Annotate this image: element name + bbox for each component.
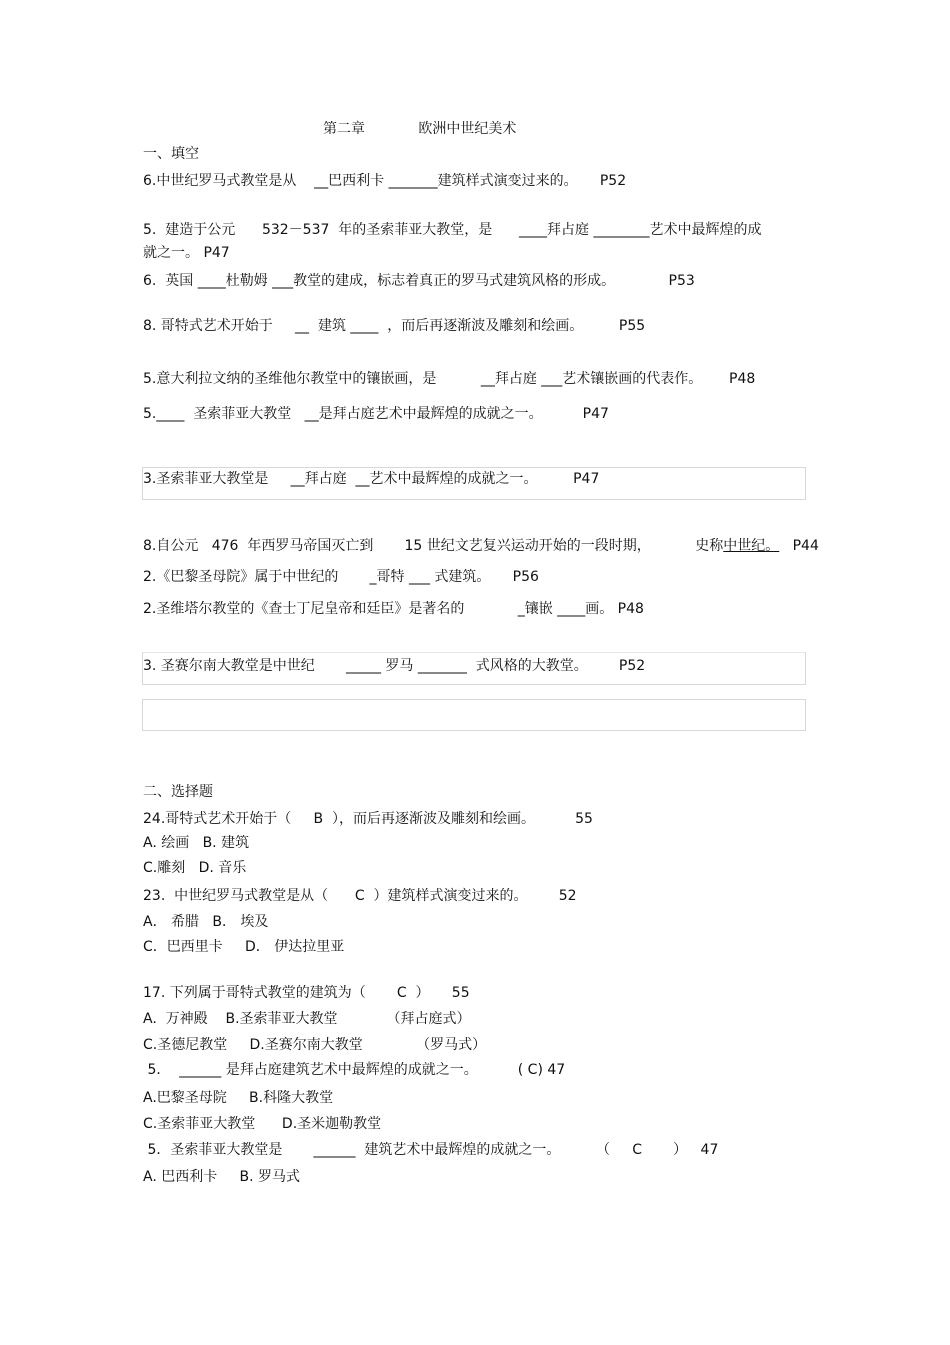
fill-line-6: 5.意大利拉文纳的圣维他尔教堂中的镶嵌画，是 __拜占庭 ___艺术镶嵌画的代表作。 P48: [143, 371, 756, 387]
empty-box: [142, 699, 806, 731]
fill-line-9-page: P44: [779, 538, 819, 554]
question-1-options-ab: A. 绘画 B. 建筑: [143, 835, 250, 851]
fill-line-5: 8. 哥特式艺术开始于 __ 建筑 ____ ，而后再逐渐波及雕刻和绘画。 P55: [143, 318, 646, 334]
question-4-options-ab: A.巴黎圣母院 B.科隆大教堂: [143, 1090, 334, 1106]
question-3: 17. 下列属于哥特式教堂的建筑为（ C ） 55: [143, 985, 470, 1001]
question-2-options-ab: A． 希腊 B． 埃及: [143, 914, 269, 930]
fill-line-4: 6. 英国 ____杜勒姆 ___教堂的建成，标志着真正的罗马式建筑风格的形成。 P53: [143, 273, 695, 289]
question-3-options-ab: A. 万神殿 B.圣索菲亚大教堂 （拜占庭式）: [143, 1011, 471, 1027]
fill-line-10: 2.《巴黎圣母院》属于中世纪的 _哥特 ___ 式建筑。 P56: [143, 569, 539, 585]
question-2: 23. 中世纪罗马式教堂是从（ C ）建筑样式演变过来的。 52: [143, 888, 577, 904]
fill-line-9: [143, 536, 819, 556]
fill-line-9-text: 8.自公元 476 年西罗马帝国灭亡到 15 世纪文艺复兴运动开始的一段时期， 史称: [143, 538, 724, 554]
fill-line-11: 2.圣维塔尔教堂的《查士丁尼皇帝和廷臣》是著名的 _镶嵌 ____画。 P48: [143, 601, 644, 617]
choice-heading: 二、选择题: [143, 784, 213, 800]
middle-ages-term: 中世纪。: [723, 538, 780, 554]
question-3-options-cd: C.圣德尼教堂 D.圣赛尔南大教堂 （罗马式）: [143, 1037, 487, 1053]
question-5-options-ab: A. 巴西利卡 B. 罗马式: [143, 1169, 300, 1185]
question-2-options-cd: C．巴西里卡 D． 伊达拉里亚: [143, 939, 345, 955]
fill-line-12: 3. 圣赛尔南大教堂是中世纪 _____ 罗马 _______ 式风格的大教堂。 P52: [143, 658, 646, 674]
fill-line-3: 就之一。 P47: [143, 245, 230, 261]
question-4-options-cd: C.圣索菲亚大教堂 D.圣米迦勒教堂: [143, 1116, 382, 1132]
fill-line-1: 6.中世纪罗马式教堂是从 __巴西利卡 _______建筑样式演变过来的。 P52: [143, 173, 627, 189]
question-1-options-cd: C.雕刻 D. 音乐: [143, 860, 247, 876]
chapter-title: 第二章 欧洲中世纪美术: [323, 121, 517, 137]
fill-line-7: 5.____ 圣索菲亚大教堂 __是拜占庭艺术中最辉煌的成就之一。 P47: [143, 406, 609, 422]
fill-blank-heading: 一、填空: [143, 146, 199, 162]
question-4: 5． ______ 是拜占庭建筑艺术中最辉煌的成就之一。 ( C) 47: [143, 1062, 566, 1078]
question-5: 5．圣索菲亚大教堂是 ______ 建筑艺术中最辉煌的成就之一。 （ C ） 47: [143, 1142, 719, 1158]
fill-line-2: 5. 建造于公元 532－537 年的圣索菲亚大教堂，是 ____拜占庭 ________艺术中最辉煌的成: [143, 222, 762, 238]
fill-line-8: 3.圣索菲亚大教堂是 __拜占庭 __艺术中最辉煌的成就之一。 P47: [143, 471, 600, 487]
question-1: 24.哥特式艺术开始于（ B ），而后再逐渐波及雕刻和绘画。 55: [143, 811, 593, 827]
